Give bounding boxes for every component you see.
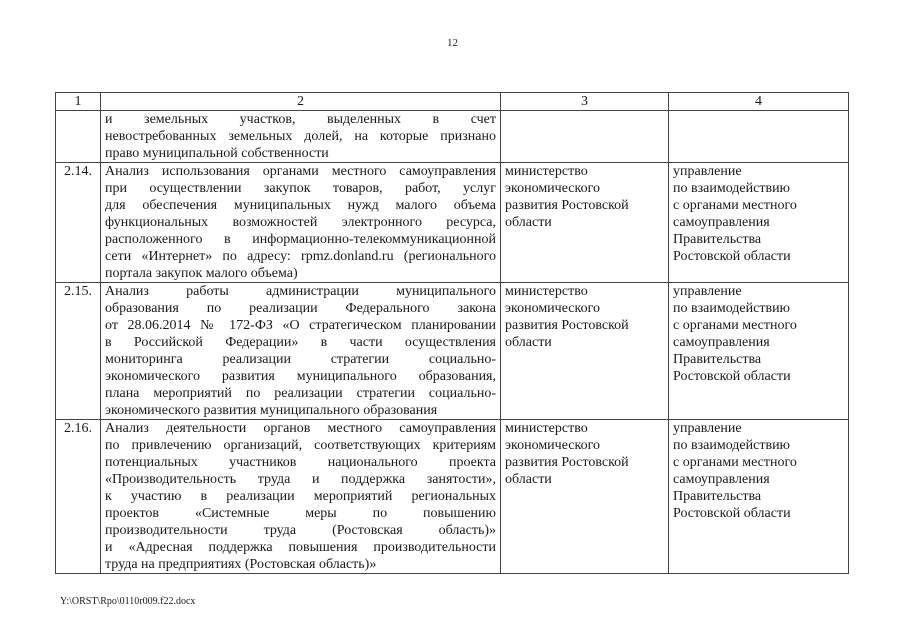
table-row bbox=[56, 420, 849, 574]
coexecutor-line: Правительства bbox=[673, 352, 762, 367]
coexecutor-line: управление bbox=[673, 284, 742, 299]
description-line: право муниципальной собственности bbox=[105, 146, 329, 161]
description-line: Анализ использования органами местного самоуправления bbox=[105, 164, 496, 179]
file-path-footer: Y:\ORST\Rpo\0110r009.f22.docx bbox=[60, 596, 196, 607]
coexecutor-line: управление bbox=[673, 164, 742, 179]
executor-line: развития Ростовской bbox=[505, 455, 629, 470]
description-line: труда на предприятиях (Ростовская область)» bbox=[105, 557, 377, 572]
table-row bbox=[56, 163, 849, 283]
table-row bbox=[56, 283, 849, 420]
executor-line: развития Ростовской bbox=[505, 198, 629, 213]
executor-line: экономического bbox=[505, 301, 600, 316]
description-line: невостребованных земельных долей, на которые признано bbox=[105, 129, 496, 144]
row-number: 2.15. bbox=[56, 283, 101, 420]
description-line: экономического развития муниципального образования bbox=[105, 403, 438, 418]
executor-line: развития Ростовской bbox=[505, 318, 629, 333]
coexecutor-line: с органами местного bbox=[673, 455, 797, 470]
row-coexecutor bbox=[669, 420, 849, 574]
description-line: при осуществлении закупок товаров, работ, услуг bbox=[105, 181, 496, 196]
coexecutor-line: Ростовской области bbox=[673, 249, 791, 264]
row-executor bbox=[501, 163, 669, 283]
coexecutor-line: по взаимодействию bbox=[673, 181, 791, 196]
executor-line: экономического bbox=[505, 181, 600, 196]
column-header-1: 1 bbox=[56, 93, 101, 111]
description-line: функциональных возможностей электронного ресурса, bbox=[105, 215, 496, 230]
row-description bbox=[101, 420, 501, 574]
row-coexecutor bbox=[669, 111, 849, 163]
coexecutor-line: по взаимодействию bbox=[673, 301, 791, 316]
coexecutor-line: по взаимодействию bbox=[673, 438, 791, 453]
row-coexecutor bbox=[669, 283, 849, 420]
description-line: и земельных участков, выделенных в счет bbox=[105, 112, 496, 127]
description-line: мониторинга реализации стратегии социально- bbox=[105, 352, 496, 367]
row-executor bbox=[501, 111, 669, 163]
description-line: для обеспечения муниципальных нужд малого объема bbox=[105, 198, 496, 213]
description-line: по привлечению организаций, соответствующих критериям bbox=[105, 438, 496, 453]
row-description bbox=[101, 111, 501, 163]
executor-line: области bbox=[505, 215, 552, 230]
coexecutor-line: самоуправления bbox=[673, 215, 770, 230]
table-header-row bbox=[56, 93, 849, 111]
column-header-3: 3 bbox=[501, 93, 669, 111]
description-line: сети «Интернет» по адресу: rpmz.donland.ru (регионального bbox=[105, 249, 496, 264]
description-line: от 28.06.2014 № 172-ФЗ «О стратегическом планировании bbox=[105, 318, 496, 333]
executor-line: области bbox=[505, 335, 552, 350]
description-line: Анализ работы администрации муниципального bbox=[105, 284, 496, 299]
description-line: Анализ деятельности органов местного самоуправления bbox=[105, 421, 496, 436]
description-line: экономического развития муниципального образования, bbox=[105, 369, 496, 384]
executor-line: области bbox=[505, 472, 552, 487]
description-line: к участию в реализации мероприятий региональных bbox=[105, 489, 496, 504]
executor-line: министерство bbox=[505, 164, 588, 179]
coexecutor-line: с органами местного bbox=[673, 198, 797, 213]
description-line: потенциальных участников национального проекта bbox=[105, 455, 496, 470]
description-line: портала закупок малого объема) bbox=[105, 266, 298, 281]
executor-line: министерство bbox=[505, 284, 588, 299]
executor-line: министерство bbox=[505, 421, 588, 436]
row-description bbox=[101, 283, 501, 420]
row-coexecutor bbox=[669, 163, 849, 283]
coexecutor-line: Ростовской области bbox=[673, 369, 791, 384]
coexecutor-line: Правительства bbox=[673, 232, 762, 247]
row-number: 2.16. bbox=[56, 420, 101, 574]
description-line: в Российской Федерации» в части осуществления bbox=[105, 335, 496, 350]
description-line: расположенного в информационно-телекоммуникационной bbox=[105, 232, 496, 247]
row-number bbox=[56, 111, 101, 163]
column-header-2: 2 bbox=[101, 93, 501, 111]
coexecutor-line: самоуправления bbox=[673, 335, 770, 350]
column-header-4: 4 bbox=[669, 93, 849, 111]
table-row bbox=[56, 111, 849, 163]
row-description bbox=[101, 163, 501, 283]
description-line: проектов «Системные меры по повышению bbox=[105, 506, 496, 521]
description-line: производительности труда (Ростовская область)» bbox=[105, 523, 496, 538]
description-line: «Производительность труда и поддержка занятости», bbox=[105, 472, 496, 487]
description-line: плана мероприятий по реализации стратегии социально- bbox=[105, 386, 496, 401]
plan-table bbox=[55, 92, 849, 574]
page-number: 12 bbox=[447, 37, 458, 49]
executor-line: экономического bbox=[505, 438, 600, 453]
coexecutor-line: с органами местного bbox=[673, 318, 797, 333]
coexecutor-line: Ростовской области bbox=[673, 506, 791, 521]
row-executor bbox=[501, 283, 669, 420]
row-number: 2.14. bbox=[56, 163, 101, 283]
coexecutor-line: самоуправления bbox=[673, 472, 770, 487]
description-line: и «Адресная поддержка повышения производительности bbox=[105, 540, 496, 555]
coexecutor-line: Правительства bbox=[673, 489, 762, 504]
description-line: образования по реализации Федерального закона bbox=[105, 301, 496, 316]
coexecutor-line: управление bbox=[673, 421, 742, 436]
row-executor bbox=[501, 420, 669, 574]
